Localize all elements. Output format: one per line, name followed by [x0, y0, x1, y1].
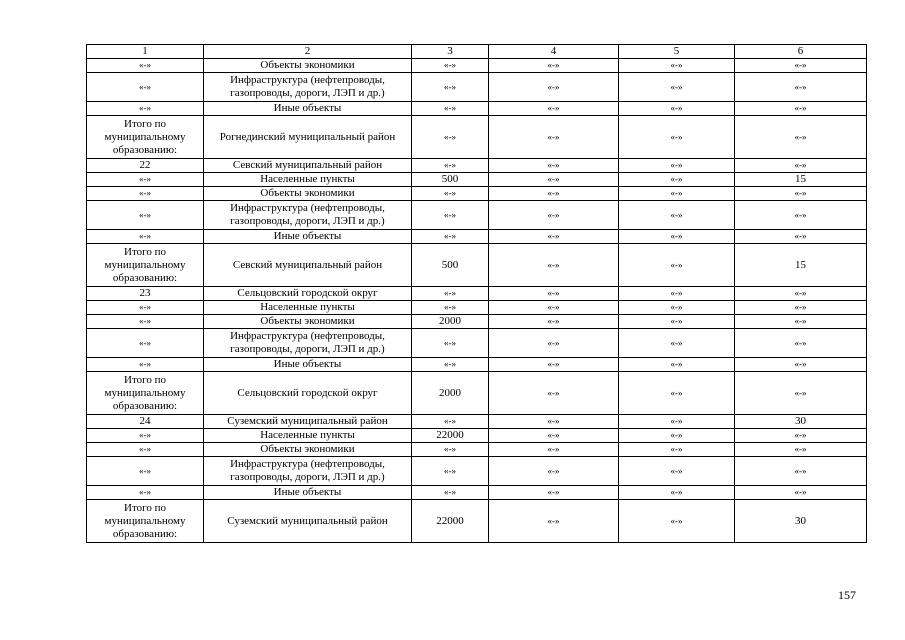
table-cell: «-» [619, 443, 735, 457]
table-cell: «-» [735, 315, 867, 329]
table-cell: «-» [87, 187, 204, 201]
table-cell: «-» [489, 429, 619, 443]
data-table [86, 44, 867, 543]
table-row [87, 102, 867, 116]
table-row [87, 358, 867, 372]
table-cell: «-» [87, 173, 204, 187]
table-cell: Инфраструктура (нефтепроводы, газопроводы, дороги, ЛЭП и др.) [204, 73, 412, 102]
table-cell: «-» [489, 315, 619, 329]
table-row [87, 287, 867, 301]
table-cell: 24 [87, 415, 204, 429]
table-cell: «-» [412, 187, 489, 201]
table-cell: «-» [489, 201, 619, 230]
table-cell: «-» [735, 73, 867, 102]
table-cell: 2000 [412, 315, 489, 329]
table-cell: «-» [87, 230, 204, 244]
table-cell: Суземский муниципальный район [204, 500, 412, 543]
table-row [87, 415, 867, 429]
table-cell: «-» [87, 301, 204, 315]
table-cell: «-» [489, 372, 619, 415]
table-cell: «-» [87, 486, 204, 500]
table-row [87, 173, 867, 187]
table-cell: «-» [619, 486, 735, 500]
table-cell: Объекты экономики [204, 315, 412, 329]
table-row [87, 230, 867, 244]
table-cell: «-» [619, 187, 735, 201]
table-cell: «-» [87, 329, 204, 358]
table-cell: «-» [489, 59, 619, 73]
table-cell: Севский муниципальный район [204, 244, 412, 287]
table-cell: «-» [619, 301, 735, 315]
table-cell: Иные объекты [204, 486, 412, 500]
table-cell: Объекты экономики [204, 443, 412, 457]
table-cell: Суземский муниципальный район [204, 415, 412, 429]
table-row [87, 301, 867, 315]
column-header: 6 [735, 45, 867, 59]
table-cell: Объекты экономики [204, 59, 412, 73]
table-row [87, 59, 867, 73]
table-cell: «-» [489, 500, 619, 543]
table-row [87, 486, 867, 500]
table-cell: Сельцовский городской округ [204, 287, 412, 301]
table-cell: «-» [735, 159, 867, 173]
table-row [87, 116, 867, 159]
table-cell: «-» [412, 73, 489, 102]
table-cell: «-» [619, 230, 735, 244]
table-cell: «-» [87, 201, 204, 230]
table-cell: «-» [412, 415, 489, 429]
table-cell: Иные объекты [204, 358, 412, 372]
table-cell: «-» [619, 244, 735, 287]
table-cell: «-» [735, 287, 867, 301]
table-cell: «-» [619, 59, 735, 73]
table-cell: «-» [412, 443, 489, 457]
table-cell: «-» [735, 230, 867, 244]
table-cell: «-» [735, 116, 867, 159]
table-cell: «-» [87, 443, 204, 457]
table-cell: Инфраструктура (нефтепроводы, газопроводы, дороги, ЛЭП и др.) [204, 201, 412, 230]
table-cell: Итого по муниципальному образованию: [87, 116, 204, 159]
table-cell: 15 [735, 173, 867, 187]
table-cell: Населенные пункты [204, 173, 412, 187]
table-cell: «-» [619, 73, 735, 102]
table-cell: «-» [489, 116, 619, 159]
table-cell: «-» [412, 457, 489, 486]
table-cell: «-» [735, 102, 867, 116]
table-cell: «-» [619, 159, 735, 173]
table-row [87, 201, 867, 230]
table-cell: «-» [735, 429, 867, 443]
table-cell: Инфраструктура (нефтепроводы, газопроводы, дороги, ЛЭП и др.) [204, 329, 412, 358]
table-cell: «-» [489, 486, 619, 500]
table-cell: 15 [735, 244, 867, 287]
table-cell: «-» [489, 102, 619, 116]
table-cell: Итого по муниципальному образованию: [87, 244, 204, 287]
table-cell: «-» [489, 187, 619, 201]
table-cell: «-» [87, 358, 204, 372]
table-cell: «-» [412, 230, 489, 244]
table-row [87, 329, 867, 358]
table-cell: Иные объекты [204, 230, 412, 244]
table-cell: «-» [87, 102, 204, 116]
table-cell: «-» [489, 301, 619, 315]
table-cell: 30 [735, 415, 867, 429]
table-cell: «-» [619, 500, 735, 543]
table-cell: «-» [619, 287, 735, 301]
table-row [87, 457, 867, 486]
table-cell: «-» [412, 358, 489, 372]
table-row [87, 443, 867, 457]
table-cell: Сельцовский городской округ [204, 372, 412, 415]
table-cell: 30 [735, 500, 867, 543]
table-cell: «-» [489, 329, 619, 358]
table-cell: «-» [619, 201, 735, 230]
table-cell: «-» [412, 59, 489, 73]
table-cell: «-» [87, 457, 204, 486]
table-body [87, 45, 867, 543]
table-cell: «-» [489, 73, 619, 102]
table-cell: 23 [87, 287, 204, 301]
column-header: 3 [412, 45, 489, 59]
table-cell: «-» [489, 287, 619, 301]
table-cell: Инфраструктура (нефтепроводы, газопроводы, дороги, ЛЭП и др.) [204, 457, 412, 486]
table-row [87, 429, 867, 443]
table-cell: «-» [735, 443, 867, 457]
table-cell: «-» [619, 173, 735, 187]
table-cell: «-» [412, 287, 489, 301]
table-cell: «-» [735, 329, 867, 358]
table-cell: 500 [412, 173, 489, 187]
table-cell: «-» [87, 73, 204, 102]
table-cell: «-» [489, 230, 619, 244]
table-cell: 22000 [412, 429, 489, 443]
table-cell: 22000 [412, 500, 489, 543]
table-cell: Населенные пункты [204, 429, 412, 443]
table-cell: «-» [489, 159, 619, 173]
table-cell: «-» [619, 315, 735, 329]
table-cell: Объекты экономики [204, 187, 412, 201]
table-cell: «-» [489, 443, 619, 457]
table-cell: Рогнединский муниципальный район [204, 116, 412, 159]
table-cell: «-» [412, 329, 489, 358]
table-cell: 2000 [412, 372, 489, 415]
table-row [87, 244, 867, 287]
table-cell: «-» [735, 59, 867, 73]
table-row [87, 372, 867, 415]
column-header: 4 [489, 45, 619, 59]
column-header: 5 [619, 45, 735, 59]
table-cell: «-» [489, 358, 619, 372]
table-header-row [87, 45, 867, 59]
table-cell: «-» [735, 372, 867, 415]
table-cell: «-» [735, 358, 867, 372]
table-cell: «-» [412, 201, 489, 230]
table-cell: «-» [619, 429, 735, 443]
page-number: 157 [838, 588, 856, 602]
table-row [87, 159, 867, 173]
table-cell: «-» [412, 301, 489, 315]
table-cell: Населенные пункты [204, 301, 412, 315]
table-row [87, 73, 867, 102]
table-cell: «-» [412, 159, 489, 173]
table-cell: «-» [87, 59, 204, 73]
table-cell: «-» [735, 187, 867, 201]
table-cell: «-» [619, 102, 735, 116]
table-row [87, 315, 867, 329]
column-header: 2 [204, 45, 412, 59]
table-cell: «-» [619, 372, 735, 415]
table-cell: 22 [87, 159, 204, 173]
table-cell: «-» [489, 457, 619, 486]
table-cell: «-» [412, 102, 489, 116]
table-cell: «-» [87, 315, 204, 329]
table-row [87, 500, 867, 543]
table-cell: «-» [619, 415, 735, 429]
table-cell: «-» [735, 201, 867, 230]
table-cell: «-» [735, 457, 867, 486]
table-cell: 500 [412, 244, 489, 287]
table-cell: «-» [489, 173, 619, 187]
table-cell: «-» [735, 301, 867, 315]
table-cell: «-» [489, 415, 619, 429]
table-cell: «-» [412, 116, 489, 159]
table-cell: «-» [619, 457, 735, 486]
table-cell: Итого по муниципальному образованию: [87, 372, 204, 415]
table-cell: «-» [619, 116, 735, 159]
table-cell: «-» [489, 244, 619, 287]
table-cell: «-» [412, 486, 489, 500]
table-cell: Иные объекты [204, 102, 412, 116]
table-cell: Севский муниципальный район [204, 159, 412, 173]
table-cell: «-» [619, 329, 735, 358]
table-cell: «-» [619, 358, 735, 372]
column-header: 1 [87, 45, 204, 59]
table-cell: «-» [735, 486, 867, 500]
table-cell: Итого по муниципальному образованию: [87, 500, 204, 543]
table-row [87, 187, 867, 201]
table-cell: «-» [87, 429, 204, 443]
